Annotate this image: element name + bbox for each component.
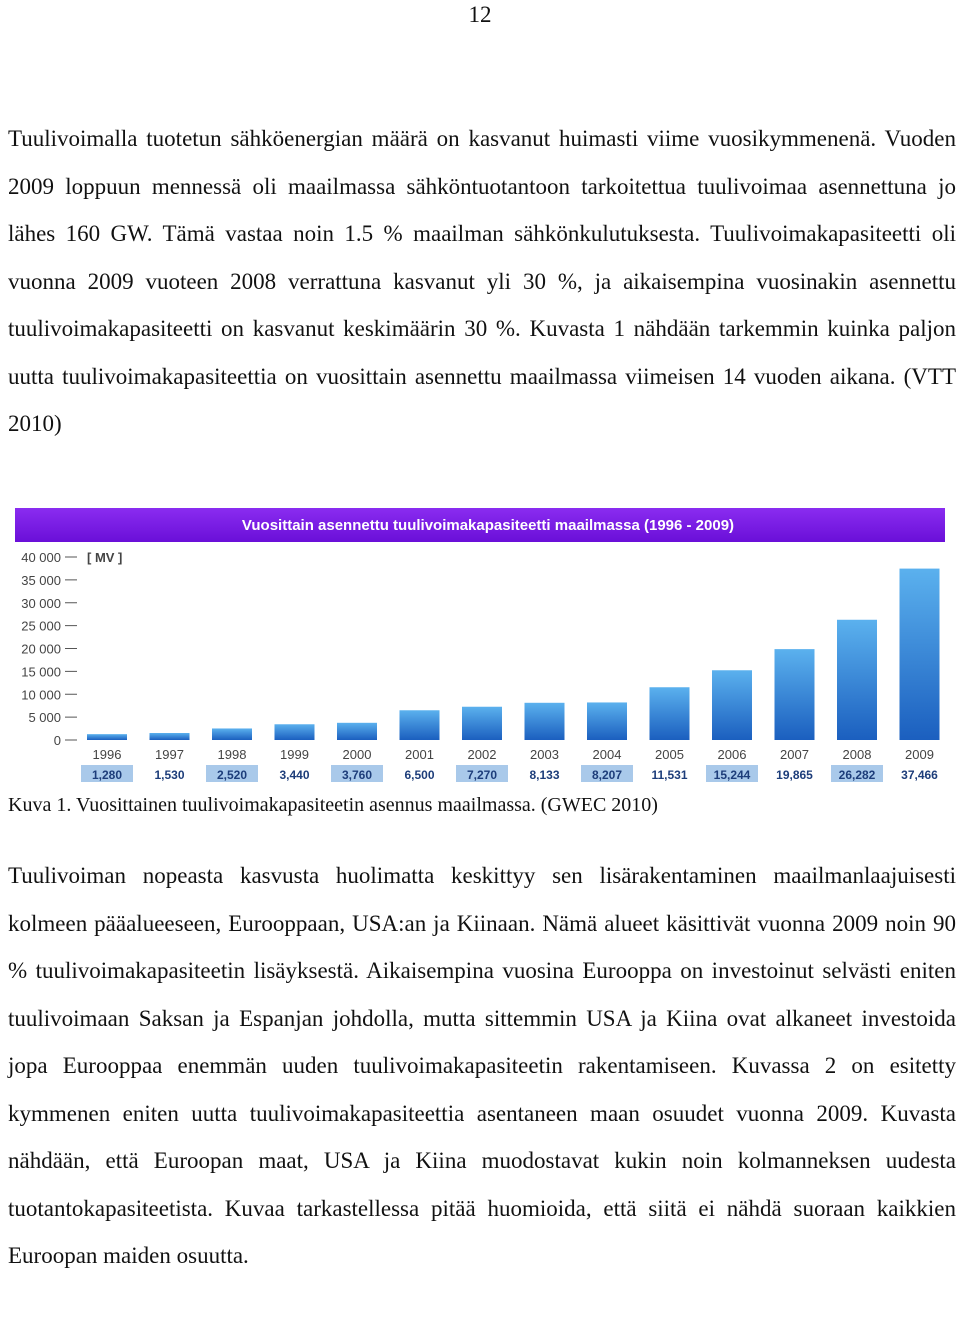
y-tick-label: 25 000: [21, 618, 61, 634]
bar-1999: [275, 724, 315, 740]
bar-1997: [150, 733, 190, 740]
x-tick-label: 1996: [92, 747, 122, 762]
bar-2004: [587, 702, 627, 740]
x-tick-label: 1997: [155, 747, 184, 762]
bar-2003: [525, 703, 565, 740]
data-label: 3,760: [341, 768, 373, 782]
bar-2002: [462, 707, 502, 740]
x-tick-label: 2000: [342, 747, 372, 762]
y-tick-label: 15 000: [21, 664, 61, 680]
data-label: 11,531: [651, 768, 688, 782]
bar-1998: [212, 728, 252, 740]
data-label: 8,207: [591, 768, 623, 782]
data-label: 37,466: [901, 768, 938, 782]
wind-capacity-chart: [15, 508, 945, 786]
y-tick-label: 40 000: [21, 550, 61, 565]
bar-2008: [837, 620, 877, 740]
bar-1996: [87, 734, 127, 740]
x-tick-label: 2001: [405, 747, 434, 762]
bar-2005: [650, 687, 690, 740]
data-label: 8,133: [529, 768, 560, 782]
y-tick-label: 30 000: [21, 595, 61, 611]
bar-2001: [400, 710, 440, 740]
data-label: 7,270: [466, 768, 498, 782]
page-number: 12: [468, 2, 492, 27]
bar-chart-svg: [15, 508, 945, 786]
data-label: 19,865: [776, 768, 813, 782]
data-label: 26,282: [838, 768, 876, 782]
x-tick-label: 2003: [530, 747, 559, 762]
data-label: 6,500: [404, 768, 435, 782]
y-unit-label: [ MV ]: [87, 550, 123, 565]
paragraph-growth: Tuulivoiman nopeasta kasvusta huolimatta keskittyy sen lisärakentaminen maailmanlaajuisesti kolmeen pääalueeseen, Eurooppaan, USA:an ja Kiinaan. Nämä alueet käsittivät vuonna 2009 noin 90 % tuulivoimakapasiteetin lisäyksestä. Aikaisempina vuosina Eurooppa on investoinut selvästi eniten tuulivoimaan Saksan ja Espanjan johdolla, mutta sittemmin USA ja Kiina ovat alkaneet investoida jopa Eurooppaa enemmän uuden tuulivoimakapasiteetin rakentamiseen. Kuvassa 2 on esitetty kymmenen eniten uutta tuulivoimakapasiteettia asentaneen maan osuudet vuonna 2009. Kuvasta nähdään, että Euroopan maat, USA ja Kiina muodostavat kukin noin kolmanneksen uudesta tuotantokapasiteetista. Kuvaa tarkastellessa pitää huomioida, että siitä ei nähdä suoraan kaikkien Euroopan maiden osuutta.: [8, 863, 956, 1268]
y-tick-label: 20 000: [21, 641, 61, 657]
bar-2009: [900, 569, 940, 740]
data-label: 1,530: [154, 768, 185, 782]
y-tick-label: 35 000: [21, 572, 61, 588]
y-tick-label: 0: [53, 733, 61, 748]
y-tick-label: 5 000: [28, 710, 61, 726]
x-tick-label: 2006: [717, 747, 747, 762]
y-tick-label: 10 000: [21, 687, 61, 703]
x-tick-label: 1999: [280, 747, 309, 762]
x-tick-label: 2007: [780, 747, 809, 762]
bar-2006: [712, 670, 752, 740]
data-label: 2,520: [216, 768, 248, 782]
x-tick-label: 1998: [217, 747, 247, 762]
paragraph-intro: Tuulivoimalla tuotetun sähköenergian määrä on kasvanut huimasti viime vuosikymmenenä. Vuoden 2009 loppuun mennessä oli maailmassa sähköntuotantoon tarkoitettua tuulivoimaa asennettuna jo lähes 160 GW. Tämä vastaa noin 1.5 % maailman sähkönkulutuksesta. Tuulivoimakapasiteetti oli vuonna 2009 vuoteen 2008 verrattuna kasvanut yli 30 %, ja aikaisempina vuosinakin asennettu tuulivoimakapasiteetti on kasvanut keskimäärin 30 %. Kuvasta 1 nähdään tarkemmin kuinka paljon uutta tuulivoimakapasiteettia on vuosittain asennettu maailmassa viimeisen 14 vuoden aikana. (VTT 2010): [8, 126, 956, 436]
bar-2007: [775, 649, 815, 740]
x-tick-label: 2005: [655, 747, 684, 762]
chart-title: Vuosittain asennettu tuulivoimakapasiteetti maailmassa (1996 - 2009): [241, 517, 735, 534]
bar-2000: [337, 723, 377, 740]
x-tick-label: 2002: [467, 747, 497, 762]
x-tick-label: 2004: [592, 747, 622, 762]
x-tick-label: 2008: [842, 747, 872, 762]
data-label: 15,244: [713, 768, 751, 782]
x-tick-label: 2009: [905, 747, 934, 762]
data-label: 1,280: [91, 768, 123, 782]
figure-caption: Kuva 1. Vuosittainen tuulivoimakapasiteetin asennus maailmassa. (GWEC 2010): [8, 794, 658, 816]
data-label: 3,440: [279, 768, 310, 782]
